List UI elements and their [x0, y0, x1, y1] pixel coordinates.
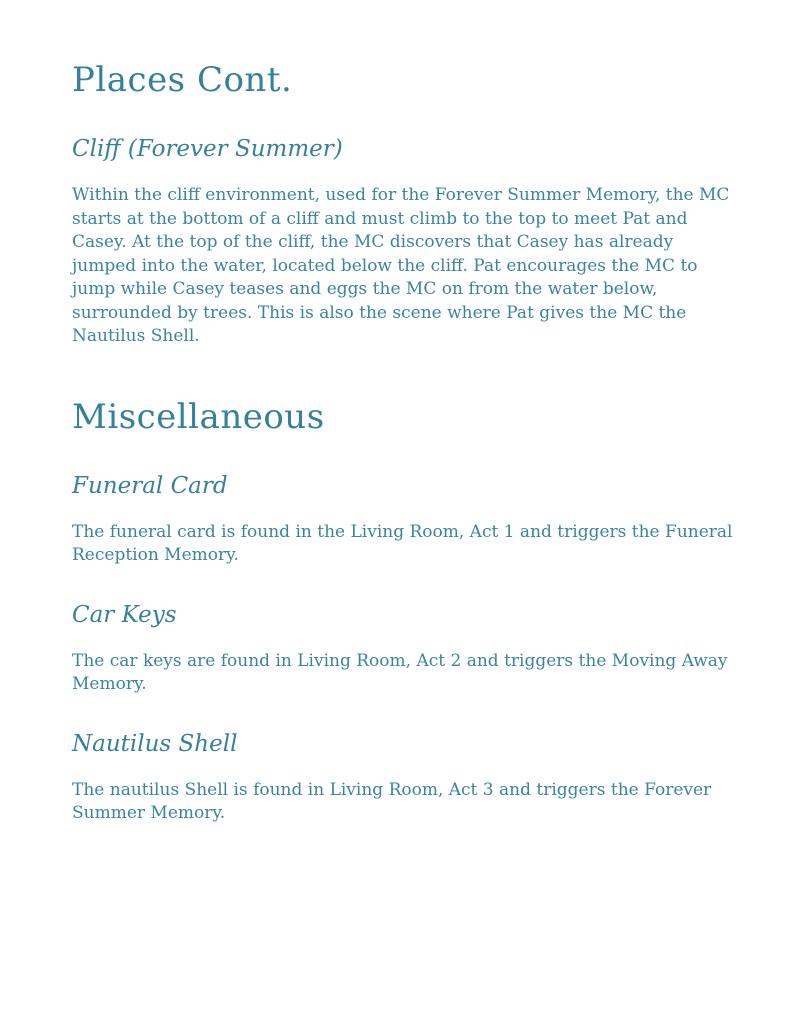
document-content	[72, 60, 737, 826]
subsection-title-nautilus-shell: Nautilus Shell	[72, 730, 238, 757]
section-heading-miscellaneous: Miscellaneous	[72, 396, 325, 437]
subsection-title-funeral-card: Funeral Card	[72, 472, 228, 499]
section-heading-places-cont: Places Cont.	[72, 60, 293, 100]
paragraph-funeral-card: The funeral card is found in the Living Room, Act 1 and triggers the Funeral Reception Memory.	[72, 521, 733, 565]
subsection-title-cliff-forever-summer: Cliff (Forever Summer)	[72, 136, 343, 162]
paragraph-cliff-description: Within the cliff environment, used for the Forever Summer Memory, the MC starts at the bottom of a cliff and must climb to the top to meet Pat and Casey. At the top of the cliff, the MC discovers that Casey has already jumped into the water, located below the cliff. Pat encourages the MC to jump while Casey teases and eggs the MC on from the water below, surrounded by trees. This is also the scene where Pat gives the MC the Nautilus Shell.	[72, 185, 730, 346]
paragraph-nautilus-shell: The nautilus Shell is found in Living Room, Act 3 and triggers the Forever Summer Memory.	[72, 779, 712, 823]
paragraph-car-keys: The car keys are found in Living Room, Act 2 and triggers the Moving Away Memory.	[72, 650, 728, 694]
subsection-title-car-keys: Car Keys	[72, 601, 177, 628]
